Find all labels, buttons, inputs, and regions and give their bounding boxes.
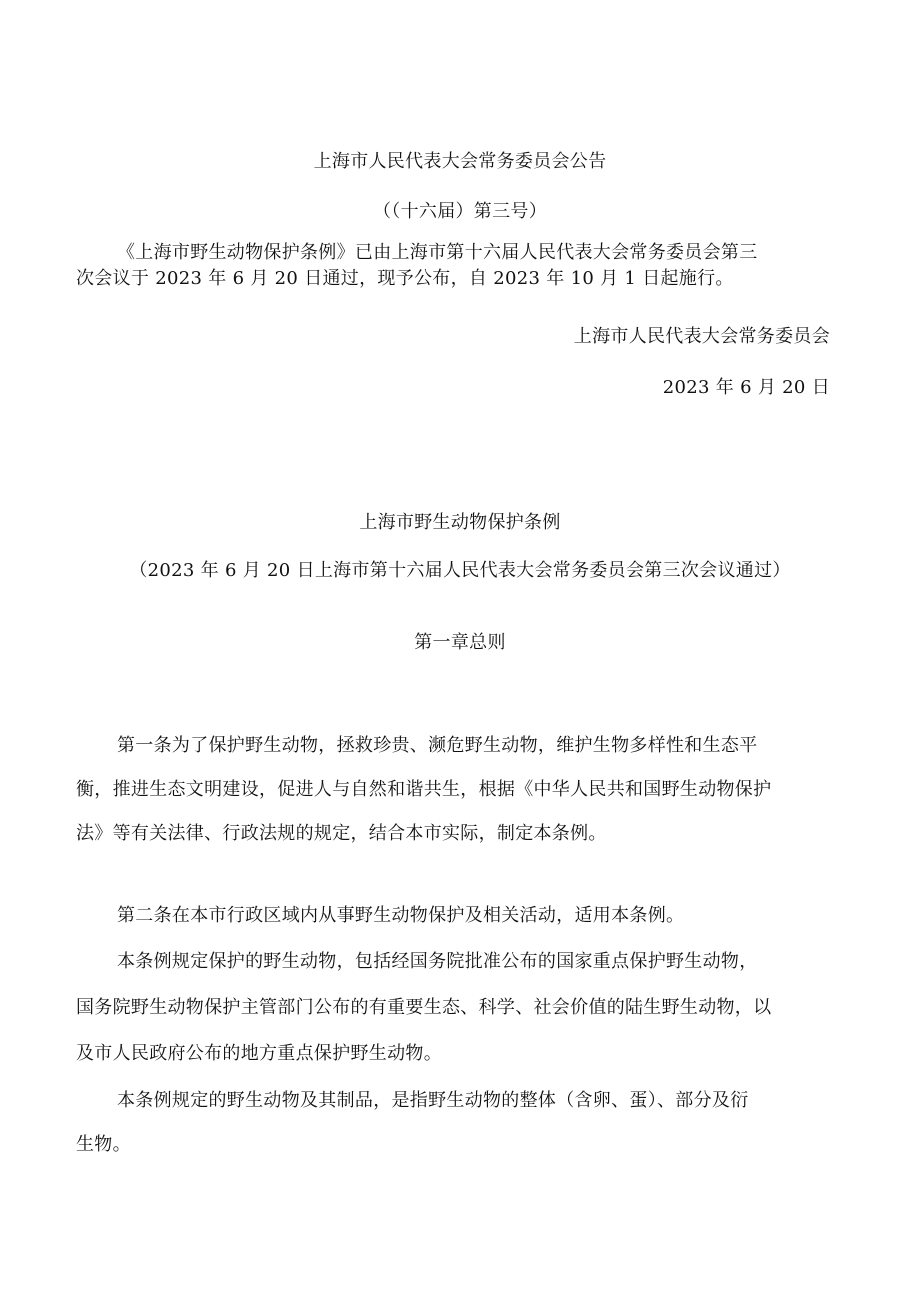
article-1-line: 第一条为了保护野生动物，拯救珍贵、濒危野生动物，维护生物多样性和生态平 (117, 735, 758, 756)
article-2-para2-line: 本条例规定保护的野生动物，包括经国务院批准公布的国家重点保护野生动物， (117, 951, 758, 972)
chapter-title: 第一章总则 (414, 632, 506, 653)
notice-body-line: 《上海市野生动物保护条例》已由上海市第十六届人民代表大会常务委员会第三 (117, 242, 758, 263)
notice-title: 上海市人民代表大会常务委员会公告 (313, 151, 607, 172)
article-2-para2-line: 国务院野生动物保护主管部门公布的有重要生态、科学、社会价值的陆生野生动物，以 (76, 997, 772, 1018)
article-2-para3-line: 本条例规定的野生动物及其制品，是指野生动物的整体（含卵、蛋）、部分及衍 (117, 1090, 749, 1111)
article-2-line: 第二条在本市行政区域内从事野生动物保护及相关活动，适用本条例。 (117, 905, 685, 926)
regulation-adoption-note: （2023 年 6 月 20 日上海市第十六届人民代表大会常务委员会第三次会议通过） (129, 560, 791, 581)
notice-date: 2023 年 6 月 20 日 (662, 377, 830, 398)
regulation-title: 上海市野生动物保护条例 (359, 512, 561, 533)
article-1-line: 衡，推进生态文明建设，促进人与自然和谐共生，根据《中华人民共和国野生动物保护 (76, 779, 772, 800)
article-1-line: 法》等有关法律、行政法规的规定，结合本市实际，制定本条例。 (76, 823, 607, 844)
notice-number: （（十六届）第三号） (373, 201, 547, 222)
article-2-para3-line: 生物。 (76, 1134, 131, 1155)
notice-body-line: 次会议于 2023 年 6 月 20 日通过，现予公布，自 2023 年 10 月 1 日起施行。 (76, 268, 734, 289)
notice-signature: 上海市人民代表大会常务委员会 (573, 326, 830, 347)
article-2-para2-line: 及市人民政府公布的地方重点保护野生动物。 (76, 1043, 442, 1064)
